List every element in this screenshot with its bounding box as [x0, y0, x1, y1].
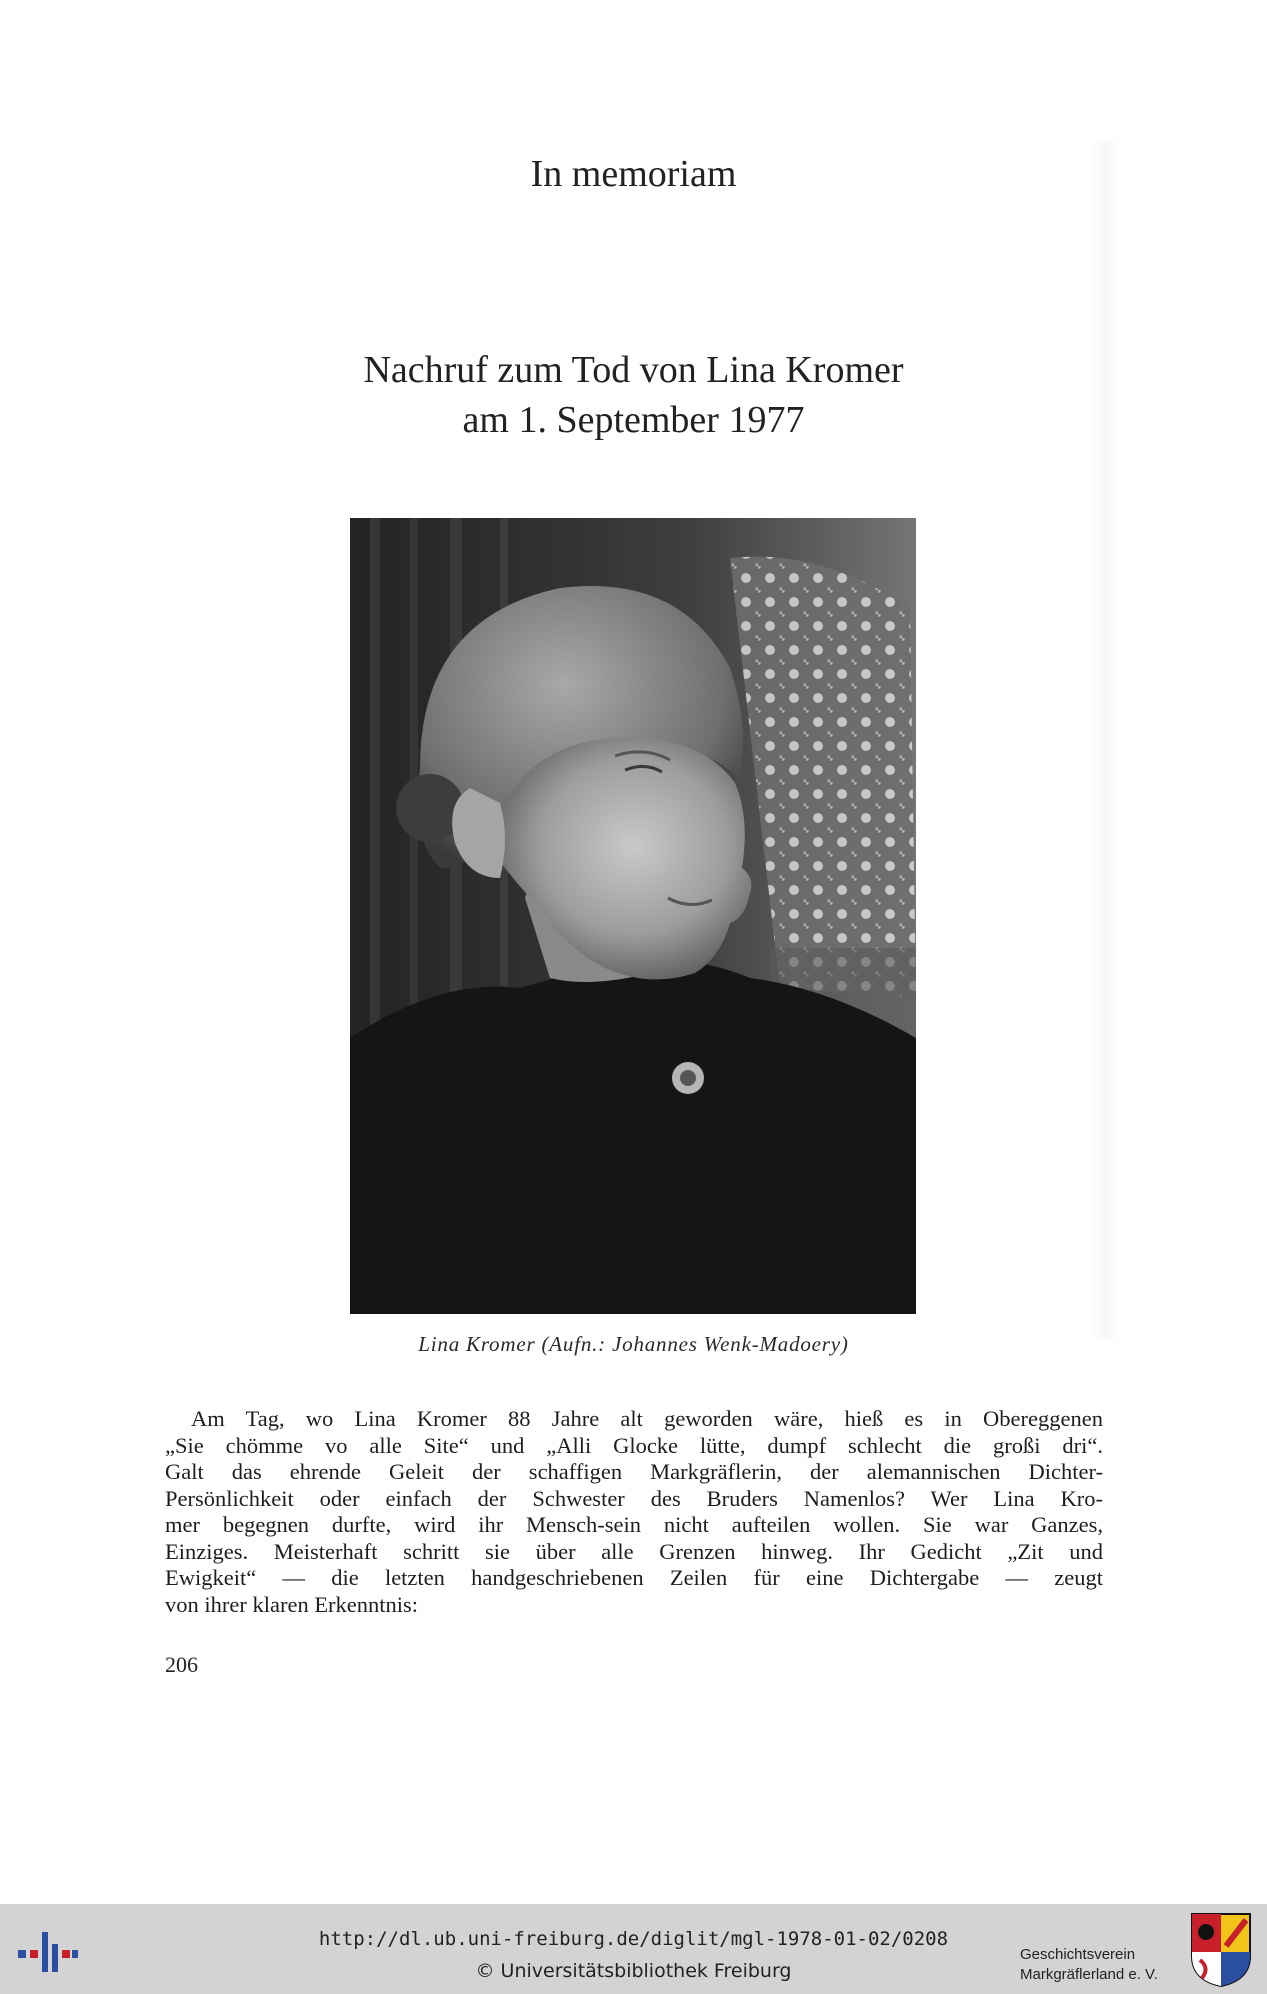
article-title [0, 345, 1267, 445]
body-line: von ihrer klaren Erkenntnis: [165, 1591, 419, 1617]
society-name [1020, 1945, 1190, 1985]
article-body [165, 1406, 1103, 1618]
permalink-url[interactable]: http://dl.ub.uni-freiburg.de/diglit/mgl-1978-01-02/0208 [318, 1928, 949, 1950]
body-line: Persönlichkeit oder einfach der Schwester des Bruders Namenlos? Wer Lina Kro- [165, 1485, 1103, 1511]
viewer-footer [0, 1904, 1267, 1994]
body-line: Galt das ehrende Geleit der schaffigen Markgräflerin, der alemannischen Dichter- [165, 1459, 1103, 1484]
society-name-line-2: Markgräflerland e. V. [1020, 1966, 1158, 1983]
article-title-line-1: Nachruf zum Tod von Lina Kromer [363, 349, 904, 391]
portrait-photo [350, 518, 916, 1314]
body-line: mer begegnen durfte, wird ihr Mensch-sein nicht aufteilen wollen. Sie war Ganzes, [165, 1512, 1103, 1537]
body-line: Am Tag, wo Lina Kromer 88 Jahre alt geworden wäre, hieß es in Obereggenen [191, 1406, 1103, 1431]
coat-of-arms-icon[interactable] [1190, 1912, 1252, 1988]
body-line: Ewigkeit“ — die letzten handgeschriebenen Zeilen für eine Dichtergabe — zeugt [165, 1565, 1103, 1590]
show-through-shadow [1090, 140, 1120, 1340]
article-title-line-2: am 1. September 1977 [462, 399, 805, 441]
copyright-notice: © Universitätsbibliothek Freiburg [475, 1960, 792, 1982]
section-heading: In memoriam [530, 153, 737, 195]
page-number: 206 [165, 1652, 198, 1677]
society-name-line-1: Geschichtsverein [1020, 1946, 1136, 1963]
photo-caption: Lina Kromer (Aufn.: Johannes Wenk-Madoery) [418, 1332, 849, 1356]
body-line: Einziges. Meisterhaft schritt sie über alle Grenzen hinweg. Ihr Gedicht „Zit und [165, 1538, 1103, 1564]
body-line: „Sie chömme vo alle Site“ und „Alli Glocke lütte, dumpf schlecht die großi dri“. [165, 1432, 1103, 1458]
